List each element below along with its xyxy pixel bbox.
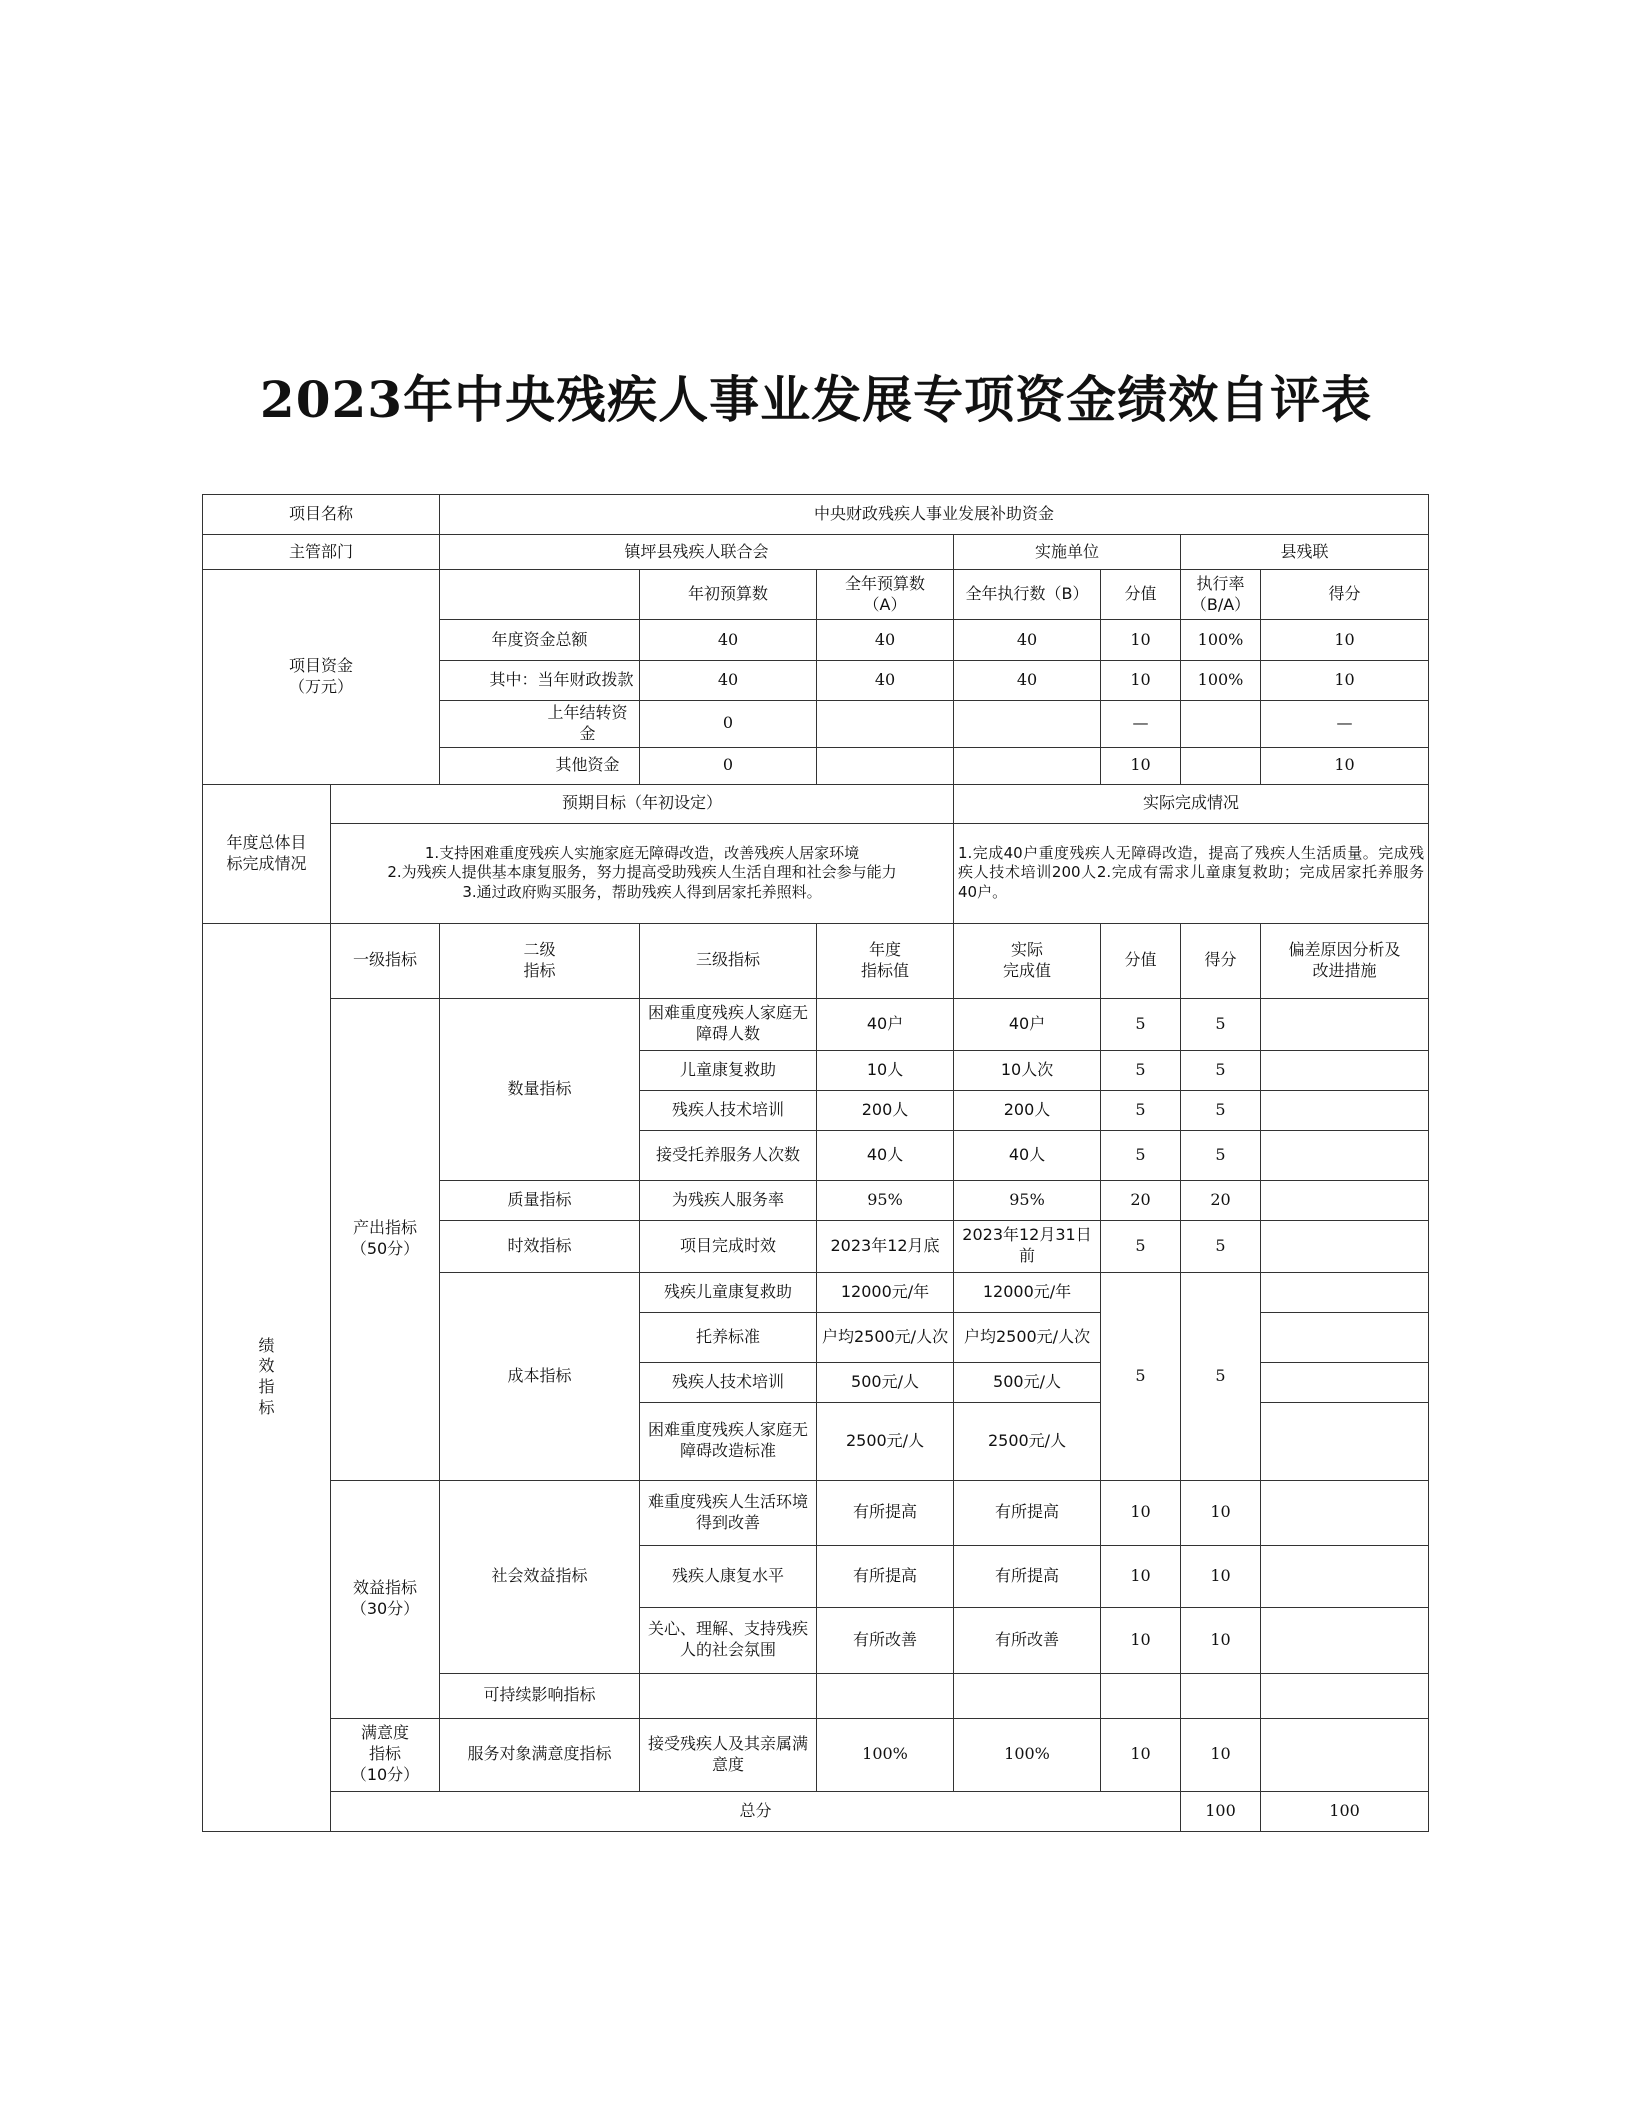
indicator-actual: 95% xyxy=(954,1180,1101,1220)
indicator-value: 5 xyxy=(1101,998,1181,1050)
funds-header-rate: 执行率 （B/A） xyxy=(1181,570,1261,620)
indicator-target: 100% xyxy=(817,1718,954,1791)
perf-header-value: 分值 xyxy=(1101,923,1181,998)
perf-header-score: 得分 xyxy=(1181,923,1261,998)
quantity-label: 数量指标 xyxy=(440,998,640,1180)
indicator-name: 困难重度残疾人家庭无障碍改造标准 xyxy=(640,1402,817,1480)
indicator-actual: 100% xyxy=(954,1718,1101,1791)
dept-value: 镇坪县残疾人联合会 xyxy=(440,535,954,570)
indicator-name: 儿童康复救助 xyxy=(640,1050,817,1090)
output-label: 产出指标 （50分） xyxy=(331,998,440,1480)
indicator-actual: 有所提高 xyxy=(954,1545,1101,1607)
funds-score: 10 xyxy=(1261,747,1429,784)
goals-actual-text: 1.完成40户重度残疾人无障碍改造，提高了残疾人生活质量。完成残疾人技术培训200人2.完成有需求儿童康复救助；完成居家托养服务40户。 xyxy=(954,823,1429,923)
goals-label: 年度总体目 标完成情况 xyxy=(203,784,331,923)
indicator-name: 残疾儿童康复救助 xyxy=(640,1272,817,1312)
impl-label: 实施单位 xyxy=(954,535,1181,570)
perf-header-target: 年度 指标值 xyxy=(817,923,954,998)
satisfaction-label: 满意度 指标 （10分） xyxy=(331,1718,440,1791)
indicator-score: 5 xyxy=(1181,1050,1261,1090)
indicator-actual: 2023年12月31日前 xyxy=(954,1220,1101,1272)
indicator-target: 40人 xyxy=(817,1130,954,1180)
indicator-target: 10人 xyxy=(817,1050,954,1090)
cost-value: 5 xyxy=(1101,1272,1181,1480)
funds-score: — xyxy=(1261,701,1429,748)
page-title: 2023年中央残疾人事业发展专项资金绩效自评表 xyxy=(259,370,1373,429)
indicator-value: 10 xyxy=(1101,1607,1181,1673)
indicator-value: 5 xyxy=(1101,1050,1181,1090)
indicator-score: 5 xyxy=(1181,998,1261,1050)
project-name-label: 项目名称 xyxy=(203,495,440,535)
indicator-deviation xyxy=(1261,1050,1429,1090)
indicator-deviation xyxy=(1261,1312,1429,1362)
indicator-name: 接受残疾人及其亲属满意度 xyxy=(640,1718,817,1791)
indicator-value: 5 xyxy=(1101,1220,1181,1272)
indicator-deviation xyxy=(1261,1480,1429,1545)
empty-cell xyxy=(1261,1673,1429,1718)
project-name-row xyxy=(203,495,1429,535)
indicator-target: 户均2500元/人次 xyxy=(817,1312,954,1362)
funds-initial: 0 xyxy=(640,701,817,748)
funds-rate: 100% xyxy=(1181,661,1261,701)
indicator-actual: 500元/人 xyxy=(954,1362,1101,1402)
indicator-target: 2023年12月底 xyxy=(817,1220,954,1272)
funds-header-score-value: 分值 xyxy=(1101,570,1181,620)
empty-cell xyxy=(817,1673,954,1718)
funds-executed: 40 xyxy=(954,620,1101,661)
funds-annual xyxy=(817,747,954,784)
funds-executed xyxy=(954,747,1101,784)
funds-initial: 40 xyxy=(640,620,817,661)
perf-row xyxy=(203,998,1429,1050)
funds-header-initial: 年初预算数 xyxy=(640,570,817,620)
indicator-value: 20 xyxy=(1101,1180,1181,1220)
indicator-score: 5 xyxy=(1181,1220,1261,1272)
indicator-deviation xyxy=(1261,1402,1429,1480)
perf-header-level2: 二级 指标 xyxy=(440,923,640,998)
indicator-name: 托养标准 xyxy=(640,1312,817,1362)
indicator-deviation xyxy=(1261,1362,1429,1402)
total-row xyxy=(203,1791,1429,1831)
total-value: 100 xyxy=(1181,1791,1261,1831)
perf-row xyxy=(203,1480,1429,1545)
social-label: 社会效益指标 xyxy=(440,1480,640,1673)
indicator-name: 项目完成时效 xyxy=(640,1220,817,1272)
perf-header-deviation: 偏差原因分析及 改进措施 xyxy=(1261,923,1429,998)
funds-initial: 0 xyxy=(640,747,817,784)
indicator-actual: 有所提高 xyxy=(954,1480,1101,1545)
indicator-value: 10 xyxy=(1101,1480,1181,1545)
indicator-name: 残疾人技术培训 xyxy=(640,1090,817,1130)
indicator-target: 12000元/年 xyxy=(817,1272,954,1312)
project-name-value: 中央财政残疾人事业发展补助资金 xyxy=(440,495,1429,535)
goals-content-row xyxy=(203,823,1429,923)
funds-rate xyxy=(1181,747,1261,784)
indicator-name: 关心、理解、支持残疾人的社会氛围 xyxy=(640,1607,817,1673)
indicator-score: 10 xyxy=(1181,1607,1261,1673)
funds-score-value: 10 xyxy=(1101,747,1181,784)
indicator-deviation xyxy=(1261,1220,1429,1272)
indicator-name: 接受托养服务人次数 xyxy=(640,1130,817,1180)
indicator-name: 残疾人技术培训 xyxy=(640,1362,817,1402)
funds-executed: 40 xyxy=(954,661,1101,701)
indicator-target: 500元/人 xyxy=(817,1362,954,1402)
funds-annual xyxy=(817,701,954,748)
funds-score-value: — xyxy=(1101,701,1181,748)
total-score: 100 xyxy=(1261,1791,1429,1831)
indicator-deviation xyxy=(1261,1272,1429,1312)
indicator-deviation xyxy=(1261,1607,1429,1673)
total-label: 总分 xyxy=(331,1791,1181,1831)
indicator-name: 难重度残疾人生活环境得到改善 xyxy=(640,1480,817,1545)
indicator-target: 有所提高 xyxy=(817,1480,954,1545)
indicator-actual: 有所改善 xyxy=(954,1607,1101,1673)
self-evaluation-table xyxy=(202,494,1429,1832)
benefit-label: 效益指标 （30分） xyxy=(331,1480,440,1718)
funds-row-name: 其中：当年财政拨款 xyxy=(440,661,640,701)
indicator-value: 5 xyxy=(1101,1130,1181,1180)
funds-row-name: 其他资金 xyxy=(440,747,640,784)
indicator-actual: 2500元/人 xyxy=(954,1402,1101,1480)
funds-rate: 100% xyxy=(1181,620,1261,661)
perf-header-actual: 实际 完成值 xyxy=(954,923,1101,998)
perf-header-level3: 三级指标 xyxy=(640,923,817,998)
indicator-actual: 12000元/年 xyxy=(954,1272,1101,1312)
time-label: 时效指标 xyxy=(440,1220,640,1272)
department-row xyxy=(203,535,1429,570)
cost-label: 成本指标 xyxy=(440,1272,640,1480)
indicator-actual: 户均2500元/人次 xyxy=(954,1312,1101,1362)
goals-expected-text: 1.支持困难重度残疾人实施家庭无障碍改造，改善残疾人居家环境 2.为残疾人提供基本康复服务，努力提高受助残疾人生活自理和社会参与能力 3.通过政府购买服务，帮助残疾人得到居家托养照料。 xyxy=(331,823,954,923)
indicator-target: 2500元/人 xyxy=(817,1402,954,1480)
indicator-actual: 200人 xyxy=(954,1090,1101,1130)
indicator-name: 困难重度残疾人家庭无障碍人数 xyxy=(640,998,817,1050)
indicator-score: 10 xyxy=(1181,1480,1261,1545)
indicator-target: 200人 xyxy=(817,1090,954,1130)
satisfaction-sub-label: 服务对象满意度指标 xyxy=(440,1718,640,1791)
funds-rate xyxy=(1181,701,1261,748)
indicator-target: 40户 xyxy=(817,998,954,1050)
quality-label: 质量指标 xyxy=(440,1180,640,1220)
funds-row-name: 上年结转资金 xyxy=(440,701,640,748)
indicator-value: 5 xyxy=(1101,1090,1181,1130)
empty-cell xyxy=(954,1673,1101,1718)
funds-annual: 40 xyxy=(817,661,954,701)
empty-cell xyxy=(640,1673,817,1718)
dept-label: 主管部门 xyxy=(203,535,440,570)
funds-score-value: 10 xyxy=(1101,620,1181,661)
funds-header-blank xyxy=(440,570,640,620)
funds-score: 10 xyxy=(1261,620,1429,661)
sustain-label: 可持续影响指标 xyxy=(440,1673,640,1718)
perf-label: 绩 效 指 标 xyxy=(203,923,331,1831)
indicator-deviation xyxy=(1261,1090,1429,1130)
indicator-actual: 10人次 xyxy=(954,1050,1101,1090)
indicator-target: 95% xyxy=(817,1180,954,1220)
indicator-actual: 40人 xyxy=(954,1130,1101,1180)
funds-score: 10 xyxy=(1261,661,1429,701)
indicator-deviation xyxy=(1261,998,1429,1050)
indicator-deviation xyxy=(1261,1130,1429,1180)
indicator-target: 有所改善 xyxy=(817,1607,954,1673)
indicator-actual: 40户 xyxy=(954,998,1101,1050)
indicator-score: 5 xyxy=(1181,1130,1261,1180)
indicator-value: 10 xyxy=(1101,1718,1181,1791)
funds-executed xyxy=(954,701,1101,748)
empty-cell xyxy=(1101,1673,1181,1718)
indicator-deviation xyxy=(1261,1180,1429,1220)
indicator-name: 为残疾人服务率 xyxy=(640,1180,817,1220)
goals-expected-label: 预期目标（年初设定） xyxy=(331,784,954,823)
funds-annual: 40 xyxy=(817,620,954,661)
funds-header-executed: 全年执行数（B） xyxy=(954,570,1101,620)
indicator-deviation xyxy=(1261,1545,1429,1607)
indicator-score: 10 xyxy=(1181,1718,1261,1791)
goals-actual-label: 实际完成情况 xyxy=(954,784,1429,823)
funds-label: 项目资金 （万元） xyxy=(203,570,440,785)
indicator-score: 10 xyxy=(1181,1545,1261,1607)
funds-header-score: 得分 xyxy=(1261,570,1429,620)
funds-score-value: 10 xyxy=(1101,661,1181,701)
indicator-score: 5 xyxy=(1181,1090,1261,1130)
funds-row-name: 年度资金总额 xyxy=(440,620,640,661)
funds-header-row xyxy=(203,570,1429,620)
indicator-deviation xyxy=(1261,1718,1429,1791)
indicator-target: 有所提高 xyxy=(817,1545,954,1607)
impl-value: 县残联 xyxy=(1181,535,1429,570)
perf-header-row xyxy=(203,923,1429,998)
perf-header-level1: 一级指标 xyxy=(331,923,440,998)
indicator-value: 10 xyxy=(1101,1545,1181,1607)
indicator-score: 20 xyxy=(1181,1180,1261,1220)
cost-score: 5 xyxy=(1181,1272,1261,1480)
funds-header-annual: 全年预算数 （A） xyxy=(817,570,954,620)
funds-initial: 40 xyxy=(640,661,817,701)
empty-cell xyxy=(1181,1673,1261,1718)
perf-row xyxy=(203,1718,1429,1791)
indicator-name: 残疾人康复水平 xyxy=(640,1545,817,1607)
goals-header-row xyxy=(203,784,1429,823)
